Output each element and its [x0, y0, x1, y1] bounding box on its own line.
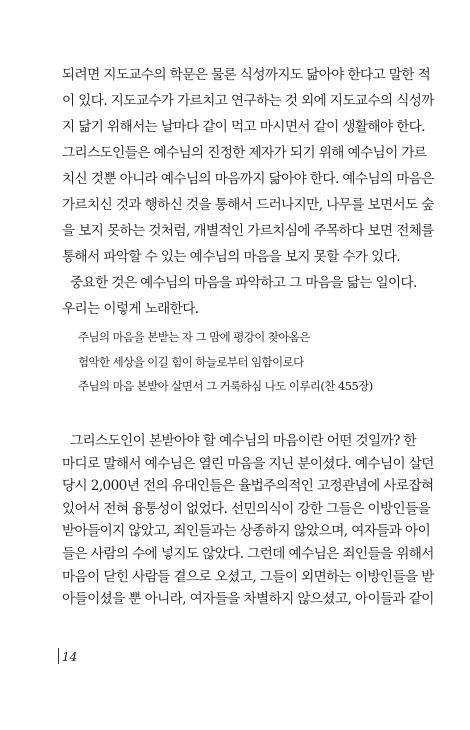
hymn-quote	[78, 325, 418, 399]
folio-rule	[58, 648, 59, 664]
text-line: 마음이 닫힌 사람들 곁으로 오셨고, 그들이 외면하는 이방인들을 받	[62, 568, 434, 585]
text-line: 당시 2,000년 전의 유대인들은 율법주의적인 고정관념에 사로잡혀	[62, 478, 434, 495]
text-line: 마디로 말해서 예수님은 열린 마음을 지닌 분이셨다. 예수님이 살던	[62, 455, 434, 472]
text-line: 우리는 이렇게 노래한다.	[62, 301, 199, 317]
paragraph-3	[62, 430, 434, 611]
text-line: 받아들이지 않았고, 죄인들과는 상종하지 않았으며, 여자들과 아이	[62, 523, 431, 540]
text-line: 을 보지 못하는 것처럼, 개별적인 가르치심에 주목하다 보면 전체를	[62, 223, 434, 239]
text-line: 들은 사람의 수에 넣지도 않았다. 그런데 예수님은 죄인들을 위해서	[62, 545, 434, 562]
text-line: 치신 것뿐 아니라 예수님의 마음까지 닮아야 한다. 예수님의 마음은	[62, 171, 434, 187]
text-line: 되려면 지도교수의 학문은 물론 식성까지도 닮아야 한다고 말한 적	[62, 67, 431, 83]
paragraph-1	[62, 62, 434, 322]
quote-line: 험악한 세상을 이길 힘이 하늘로부터 임함이로다	[78, 354, 304, 369]
text-line: 아들이셨을 뿐 아니라, 여자들을 차별하지 않으셨고, 아이들과 같이	[62, 591, 434, 608]
page-number: 14	[62, 650, 78, 664]
page-folio	[58, 648, 77, 664]
quote-line: 주님의 마음을 본받는 자 그 맘에 평강이 찾아옴은	[78, 330, 310, 344]
text-line: 이 있다. 지도교수가 가르치고 연구하는 것 외에 지도교수의 식성까	[62, 93, 434, 109]
quote-line: 주님의 마음 본받아 살면서 그 거룩하심 나도 이루리(찬 455장)	[78, 379, 373, 393]
text-line: 통해서 파악할 수 있는 예수님의 마음을 보지 못할 수가 있다.	[62, 249, 400, 265]
text-line: 그리스도인이 본받아야 할 예수님의 마음이란 어떤 것일까? 한	[70, 433, 417, 449]
text-line: 중요한 것은 예수님의 마음을 파악하고 그 마음을 닮는 일이다.	[70, 275, 417, 291]
text-line: 가르치신 것과 행하신 것을 통해서 드러나지만, 나무를 보면서도 숲	[62, 197, 434, 213]
text-line: 지 닮기 위해서는 날마다 같이 먹고 마시면서 같이 생활해야 한다.	[62, 119, 426, 135]
text-line: 있어서 전혀 융통성이 없었다. 선민의식이 강한 그들은 이방인들을	[62, 500, 431, 517]
text-line: 그리스도인들은 예수님의 진정한 제자가 되기 위해 예수님이 가르	[62, 145, 427, 161]
